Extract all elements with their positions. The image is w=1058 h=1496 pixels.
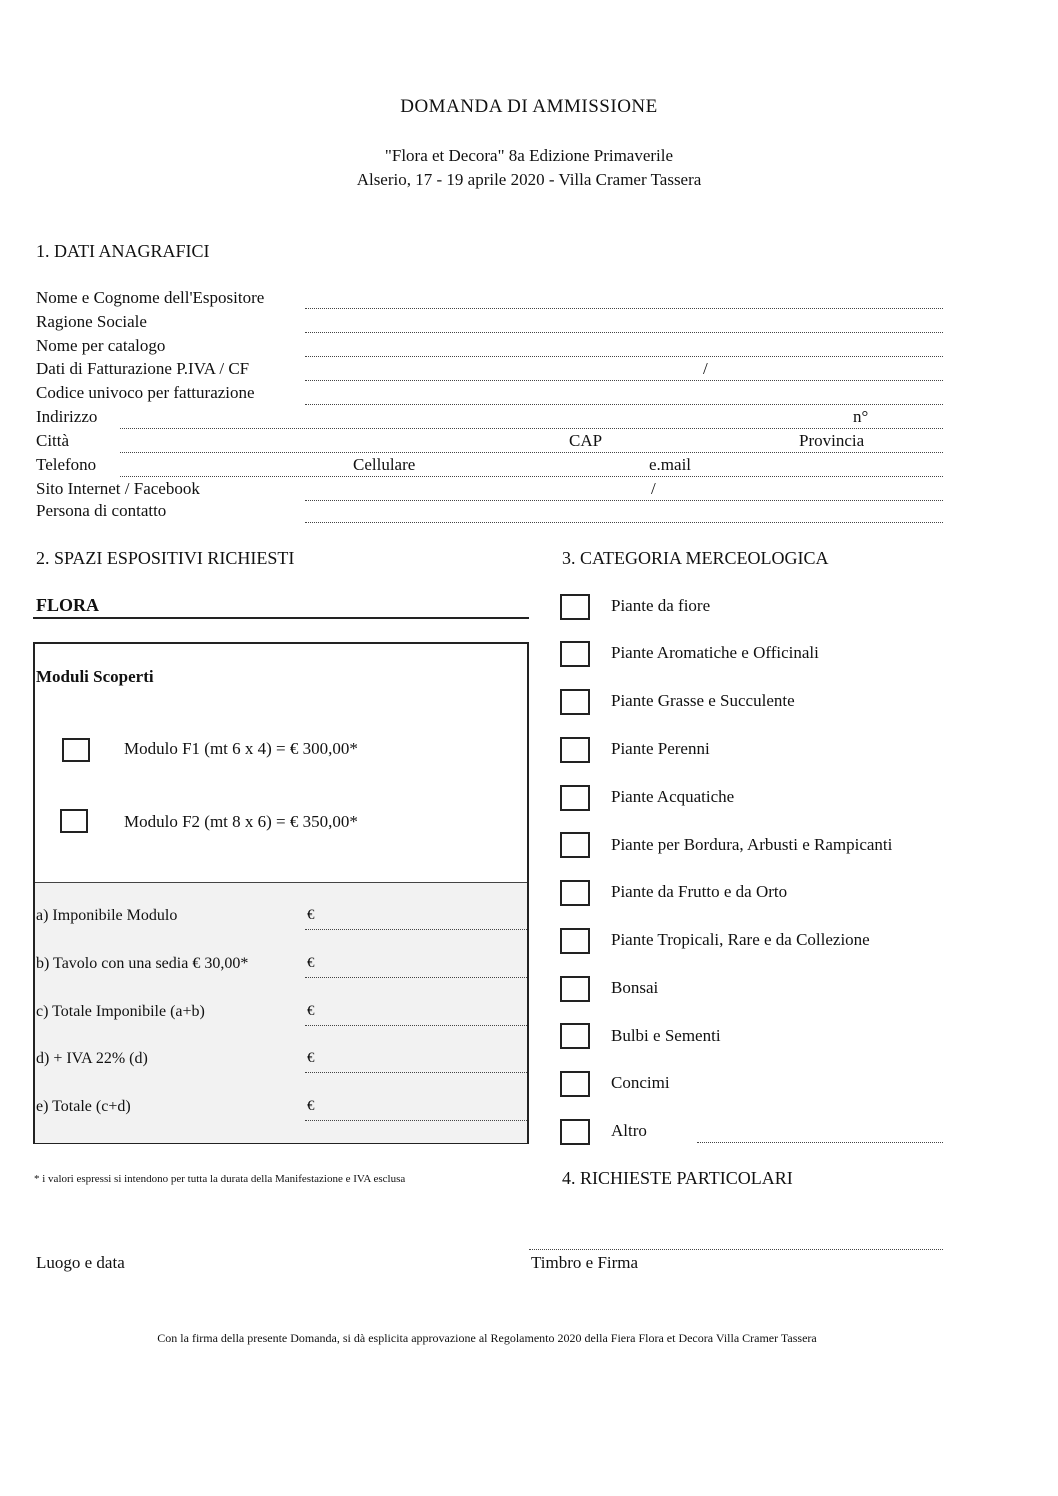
category-label-0: Piante da fiore <box>611 596 711 615</box>
modulo-f1-checkbox[interactable] <box>62 738 90 762</box>
category-label-5: Piante per Bordura, Arbusti e Rampicanti <box>611 835 893 854</box>
row-a-label: a) Imponibile Modulo <box>36 907 178 924</box>
footer-note: Con la firma della presente Domanda, si dà esplicita approvazione al Regolamento 2020 della Fiera Flora et Decora Villa Cramer Tassera <box>157 1331 817 1345</box>
cellulare-label: Cellulare <box>353 455 416 474</box>
category-label-6: Piante da Frutto e da Orto <box>611 882 788 901</box>
provincia-label: Provincia <box>799 431 865 450</box>
contatto-label: Persona di contatto <box>36 501 167 520</box>
category-label-11: Altro <box>611 1121 647 1140</box>
row-c-label: c) Totale Imponibile (a+b) <box>36 1003 205 1020</box>
category-label-9: Bulbi e Sementi <box>611 1026 721 1045</box>
row-d-currency: € <box>307 1050 315 1066</box>
row-a-currency: € <box>307 907 315 923</box>
row-b-field[interactable] <box>305 977 527 978</box>
telefono-label: Telefono <box>36 455 97 474</box>
luogo-data-label: Luogo e data <box>36 1253 125 1272</box>
row-a-field[interactable] <box>305 929 527 930</box>
cap-label: CAP <box>569 431 603 450</box>
codice-label: Codice univoco per fatturazione <box>36 383 255 402</box>
category-checkbox-3[interactable] <box>560 737 590 763</box>
timbro-firma-label: Timbro e Firma <box>531 1253 639 1272</box>
row-c-field[interactable] <box>305 1025 527 1026</box>
citta-label: Città <box>36 431 70 450</box>
row-d-label: d) + IVA 22% (d) <box>36 1050 148 1067</box>
telefono-field[interactable] <box>120 476 943 477</box>
indirizzo-label: Indirizzo <box>36 407 98 426</box>
sito-separator: / <box>651 479 656 498</box>
category-checkbox-1[interactable] <box>560 641 590 667</box>
row-e-label: e) Totale (c+d) <box>36 1098 131 1115</box>
ragione-label: Ragione Sociale <box>36 312 147 331</box>
numero-label: n° <box>853 407 869 426</box>
indirizzo-field[interactable] <box>120 428 943 429</box>
category-label-7: Piante Tropicali, Rare e da Collezione <box>611 930 870 949</box>
flora-underline <box>33 617 529 619</box>
row-b-currency: € <box>307 955 315 971</box>
category-checkbox-0[interactable] <box>560 594 590 620</box>
category-checkbox-4[interactable] <box>560 785 590 811</box>
category-checkbox-2[interactable] <box>560 689 590 715</box>
section1-heading: 1. DATI ANAGRAFICI <box>36 241 210 261</box>
email-label: e.mail <box>649 455 692 474</box>
section4-heading: 4. RICHIESTE PARTICOLARI <box>562 1168 793 1188</box>
category-label-3: Piante Perenni <box>611 739 710 758</box>
ragione-field[interactable] <box>305 332 943 333</box>
category-label-4: Piante Acquatiche <box>611 787 735 806</box>
altro-field[interactable] <box>697 1142 943 1143</box>
row-b-label: b) Tavolo con una sedia € 30,00* <box>36 955 249 972</box>
catalogo-field[interactable] <box>305 356 943 357</box>
row-e-currency: € <box>307 1098 315 1114</box>
category-checkbox-7[interactable] <box>560 928 590 954</box>
row-e-field[interactable] <box>305 1120 527 1121</box>
sito-label: Sito Internet / Facebook <box>36 479 200 498</box>
row-c-currency: € <box>307 1003 315 1019</box>
citta-field[interactable] <box>120 452 943 453</box>
modulo-f2-label: Modulo F2 (mt 8 x 6) = € 350,00* <box>124 812 358 831</box>
event-name: "Flora et Decora" 8a Edizione Primaverile <box>384 146 674 165</box>
category-label-2: Piante Grasse e Succulente <box>611 691 795 710</box>
category-label-10: Concimi <box>611 1073 670 1092</box>
category-checkbox-10[interactable] <box>560 1071 590 1097</box>
modulo-f1-label: Modulo F1 (mt 6 x 4) = € 300,00* <box>124 739 358 758</box>
sito-field[interactable] <box>305 500 943 501</box>
category-checkbox-9[interactable] <box>560 1023 590 1049</box>
signature-line[interactable] <box>529 1249 943 1250</box>
codice-field[interactable] <box>305 404 943 405</box>
fatturazione-field[interactable] <box>305 380 943 381</box>
category-label-8: Bonsai <box>611 978 659 997</box>
contatto-field[interactable] <box>305 522 943 523</box>
flora-heading: FLORA <box>36 595 99 615</box>
row-d-field[interactable] <box>305 1072 527 1073</box>
modulo-f2-checkbox[interactable] <box>60 809 88 833</box>
catalogo-label: Nome per catalogo <box>36 336 166 355</box>
category-checkbox-6[interactable] <box>560 880 590 906</box>
nome-field[interactable] <box>305 308 943 309</box>
fatturazione-label: Dati di Fatturazione P.IVA / CF <box>36 359 250 378</box>
category-checkbox-11[interactable] <box>560 1119 590 1145</box>
nome-label: Nome e Cognome dell'Espositore <box>36 288 265 307</box>
prices-footnote: * i valori espressi si intendono per tutta la durata della Manifestazione e IVA esclusa <box>34 1173 406 1185</box>
moduli-title: Moduli Scoperti <box>36 667 154 686</box>
fatturazione-separator: / <box>703 359 708 378</box>
section2-heading: 2. SPAZI ESPOSITIVI RICHIESTI <box>36 548 295 568</box>
category-checkbox-8[interactable] <box>560 976 590 1002</box>
event-place-date: Alserio, 17 - 19 aprile 2020 - Villa Cramer Tassera <box>356 170 702 189</box>
document-title: DOMANDA DI AMMISSIONE <box>400 96 658 117</box>
moduli-box <box>33 642 529 1144</box>
category-checkbox-5[interactable] <box>560 832 590 858</box>
section3-heading: 3. CATEGORIA MERCEOLOGICA <box>562 548 829 568</box>
category-label-1: Piante Aromatiche e Officinali <box>611 643 819 662</box>
